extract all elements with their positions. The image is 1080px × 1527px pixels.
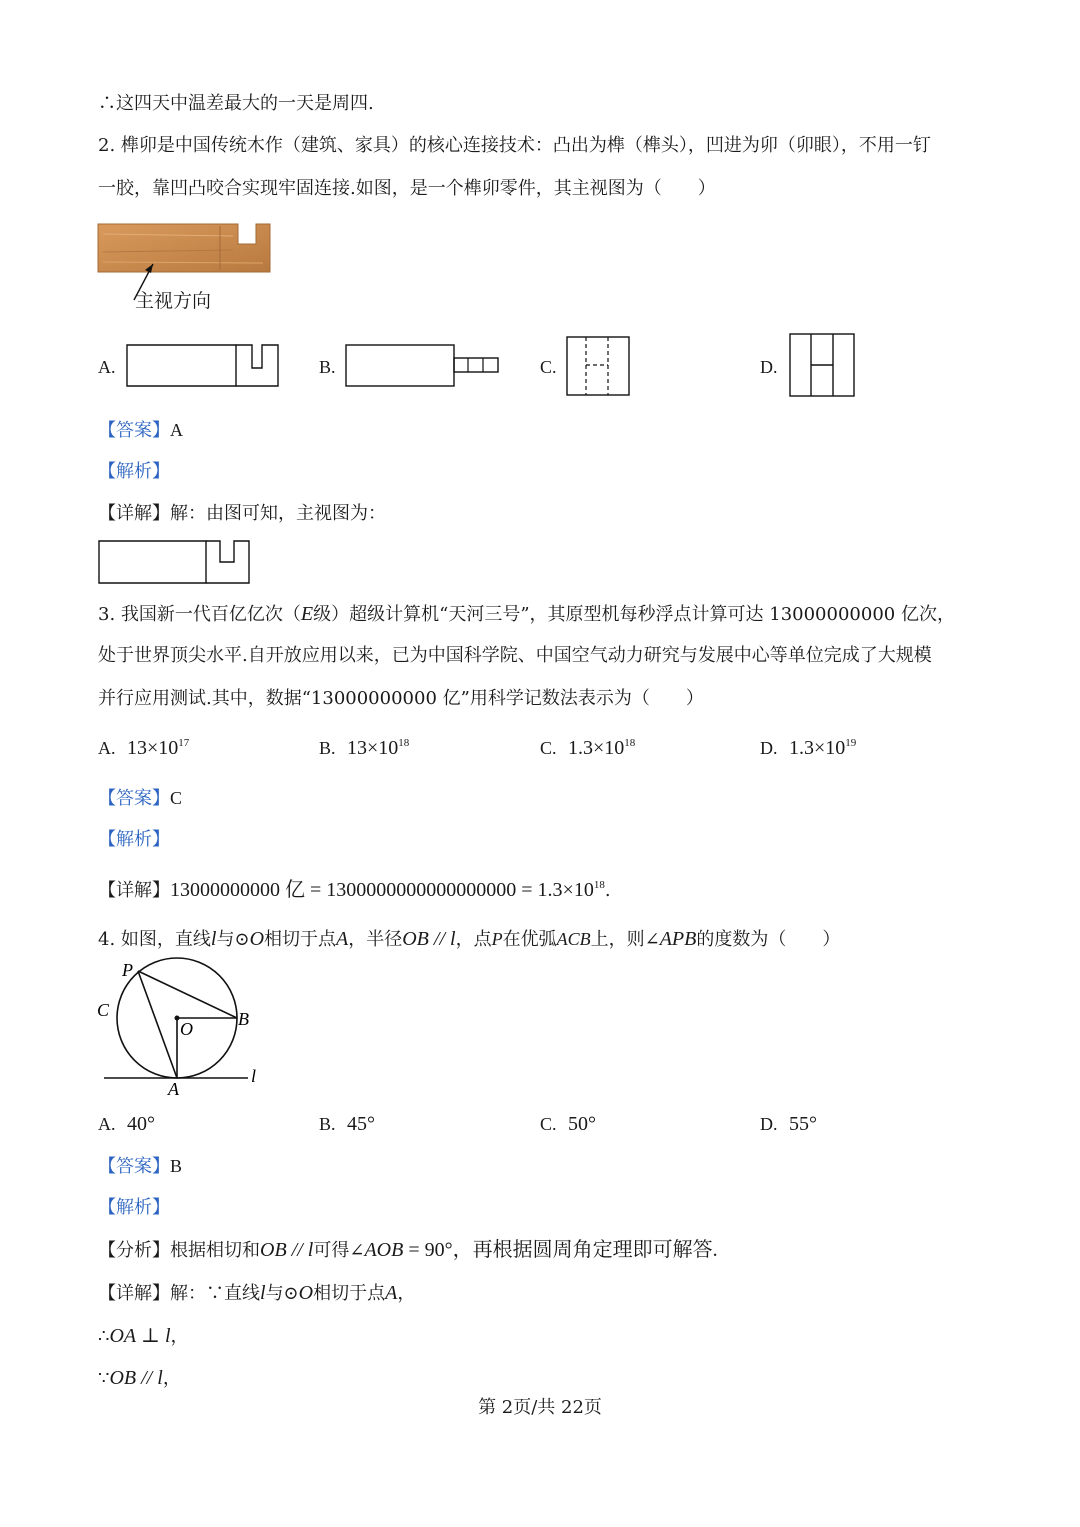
conclusion-line: ∴这四天中温差最大的一天是周四.	[98, 93, 374, 114]
q2-analysis-tag: 【解析】	[98, 461, 170, 482]
q4-fenxi-line: 【分析】根据相切和OB // l可得∠AOB = 90°，再根据圆周角定理即可解答.	[98, 1239, 718, 1261]
point-p-label: P	[122, 960, 133, 980]
q2-option-a-figure	[126, 344, 281, 388]
q3-answer-line: 【答案】C	[98, 788, 183, 809]
point-c-label: C	[97, 1000, 110, 1020]
q2-option-d-label: D.	[760, 357, 778, 377]
page-footer: 第 2页/共 22页	[478, 1397, 602, 1418]
q4-step1-line: ∴OA ⊥ l，	[98, 1325, 189, 1347]
q2-detail-line: 【详解】解：由图可知，主视图为：	[98, 503, 386, 524]
line-l-label: l	[251, 1066, 257, 1086]
q4-option-c: C. 50°	[540, 1113, 596, 1135]
q2-stem-line2: 一胶，靠凹凸咬合实现牢固连接.如图，是一个榫卯零件，其主视图为（ ）	[98, 178, 716, 199]
point-b-label: B	[238, 1009, 249, 1029]
q4-option-d: D. 55°	[760, 1113, 817, 1135]
point-a-label: A	[168, 1079, 179, 1099]
q4-stem-line1: 4. 如图，直线l与⊙O相切于点A，半径OB // l，点P在优弧ACB上，则∠APB的度数为（ ）	[98, 928, 841, 950]
q3-stem-line2: 处于世界顶尖水平.自开放应用以来，已为中国科学院、中国空气动力研究与发展中心等单位完成了大规模	[98, 645, 932, 666]
q4-option-b: B. 45°	[319, 1113, 375, 1135]
q4-circle-figure	[96, 958, 266, 1098]
q2-answer-line: 【答案】A	[98, 420, 183, 441]
point-o-label: O	[180, 1019, 193, 1039]
q3-option-b: B. $13\times 10^{18}$	[319, 737, 410, 759]
q3-option-d: D. $1.3\times 10^{19}$	[760, 737, 857, 759]
q2-stem-line1: 2. 榫卯是中国传统木作（建筑、家具）的核心连接技术：凸出为榫（榫头），凹进为卯（卯眼），不用一钉	[98, 135, 931, 156]
view-direction-label: 主视方向	[135, 290, 212, 312]
q4-option-a: A. 40°	[98, 1113, 155, 1135]
q2-option-d-figure	[789, 333, 857, 399]
q3-option-a: A. $13\times 10^{17}$	[98, 737, 190, 759]
q4-analysis-tag: 【解析】	[98, 1197, 170, 1218]
q3-analysis-tag: 【解析】	[98, 829, 170, 850]
q3-detail-line: 【详解】13000000000 亿 = $1300000000000000000 = 1.3\times 10^{18}$.	[98, 879, 611, 901]
q3-stem-line3: 并行应用测试.其中，数据“13000000000 亿”用科学记数法表示为（ ）	[98, 688, 704, 709]
q4-answer-line: 【答案】B	[98, 1156, 183, 1177]
q2-option-c-label: C.	[540, 357, 557, 377]
q2-option-c-figure	[566, 336, 632, 398]
q4-step2-line: ∵OB // l，	[98, 1367, 181, 1389]
q2-option-b-figure	[345, 344, 501, 388]
q3-stem-line1: 3. 我国新一代百亿亿次（E级）超级计算机“天河三号”，其原型机每秒浮点计算可达 13000000000 亿次，	[98, 603, 955, 625]
q3-option-c: C. $1.3\times 10^{18}$	[540, 737, 636, 759]
q2-detail-figure	[98, 540, 252, 586]
q2-option-a-label: A.	[98, 357, 116, 377]
q4-detail-line: 【详解】解：∵直线l与⊙O相切于点A，	[98, 1282, 416, 1304]
q2-option-b-label: B.	[319, 357, 336, 377]
